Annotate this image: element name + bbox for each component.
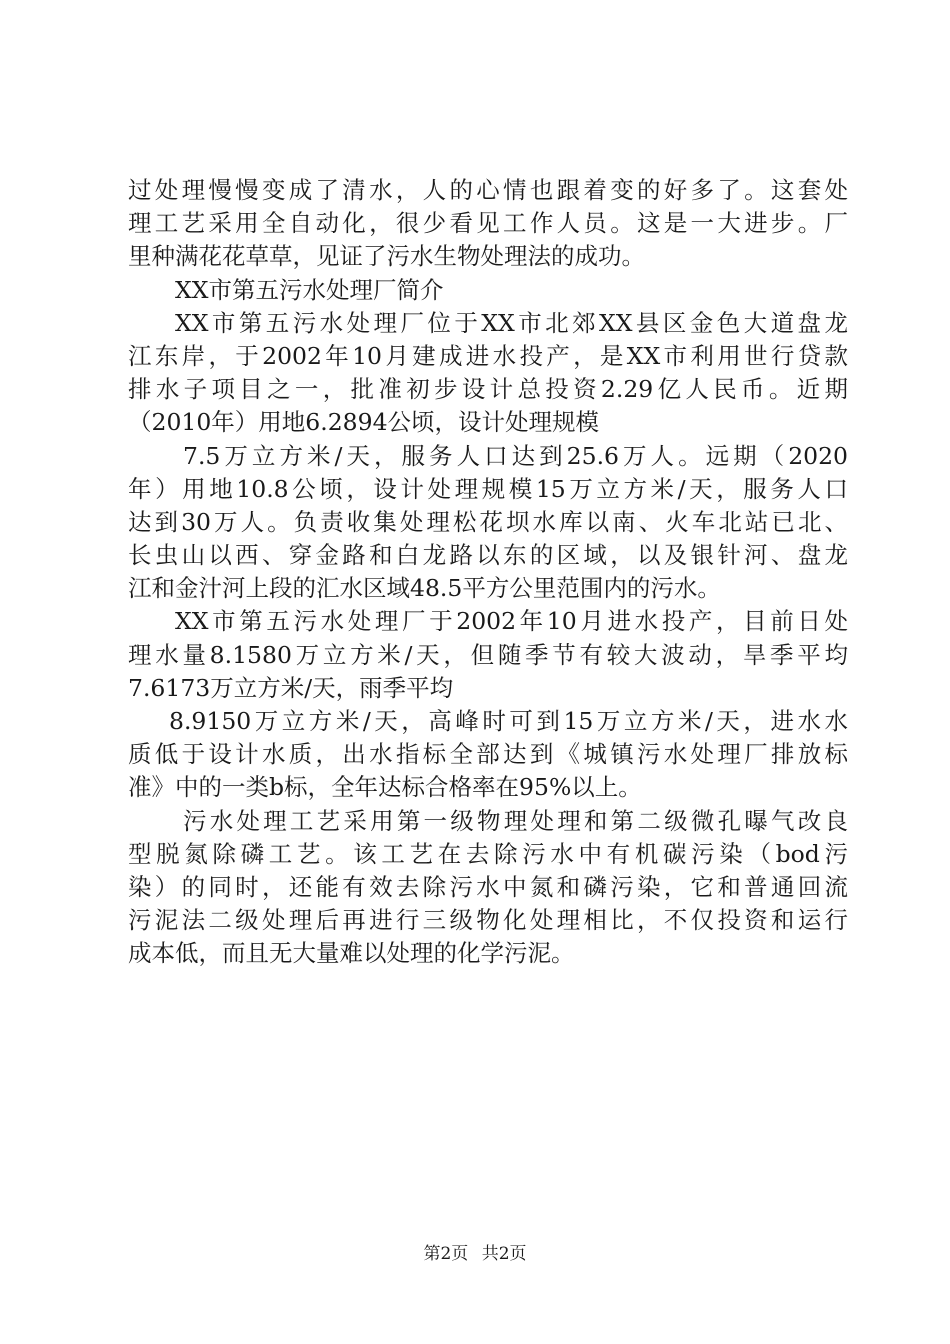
page-number: 第2页 <box>423 1244 469 1264</box>
text-line: 7.5万立方米/天，服务人口达到25.6万人。远期（2020 <box>183 441 848 470</box>
text-line: 长虫山以西、穿金路和白龙路以东的区域，以及银针河、盘龙 <box>128 541 848 570</box>
text-line: 年）用地10.8公顷，设计处理规模15万立方米/天，服务人口 <box>128 474 848 503</box>
page-total: 共2页 <box>481 1244 527 1264</box>
text-line: 成本低，而且无大量难以处理的化学污泥。 <box>128 939 575 968</box>
text-line: 江东岸，于2002年10月建成进水投产，是XX市利用世行贷款 <box>128 341 848 370</box>
text-line: 型脱氮除磷工艺。该工艺在去除污水中有机碳污染（bod污 <box>128 839 848 868</box>
text-line: 污水处理工艺采用第一级物理处理和第二级微孔曝气改良 <box>183 806 848 835</box>
text-line: 排水子项目之一，批准初步设计总投资2.29亿人民币。近期 <box>128 375 848 404</box>
text-line: （2010年）用地6.2894公顷，设计处理规模 <box>128 408 600 437</box>
text-line: 理水量8.1580万立方米/天，但随季节有较大波动，旱季平均 <box>128 640 848 669</box>
text-line: 达到30万人。负责收集处理松花坝水库以南、火车北站已北、 <box>128 507 848 536</box>
text-line: 染）的同时，还能有效去除污水中氮和磷污染，它和普通回流 <box>128 872 848 901</box>
text-line: 过处理慢慢变成了清水，人的心情也跟着变的好多了。这套处 <box>128 176 848 204</box>
text-line: 里种满花花草草，见证了污水生物处理法的成功。 <box>128 242 645 271</box>
section-heading: XX市第五污水处理厂简介 <box>175 275 444 304</box>
document-body <box>128 174 848 971</box>
page-footer <box>0 1243 950 1265</box>
text-line: XX市第五污水处理厂位于XX市北郊XX县区金色大道盘龙 <box>175 308 848 337</box>
text-line: 污泥法二级处理后再进行三级物化处理相比，不仅投资和运行 <box>128 906 848 935</box>
text-line: 质低于设计水质，出水指标全部达到《城镇污水处理厂排放标 <box>128 740 848 769</box>
text-line: 8.9150万立方米/天，高峰时可到15万立方米/天，进水水 <box>169 707 848 735</box>
text-line: 7.6173万立方米/天，雨季平均 <box>128 673 454 702</box>
text-line: 理工艺采用全自动化，很少看见工作人员。这是一大进步。厂 <box>128 209 848 238</box>
text-line: 江和金汁河上段的汇水区域48.5平方公里范围内的污水。 <box>128 574 721 603</box>
text-line: XX市第五污水处理厂于2002年10月进水投产，目前日处 <box>175 607 848 636</box>
text-line: 准》中的一类b标，全年达标合格率在95%以上。 <box>128 773 642 802</box>
